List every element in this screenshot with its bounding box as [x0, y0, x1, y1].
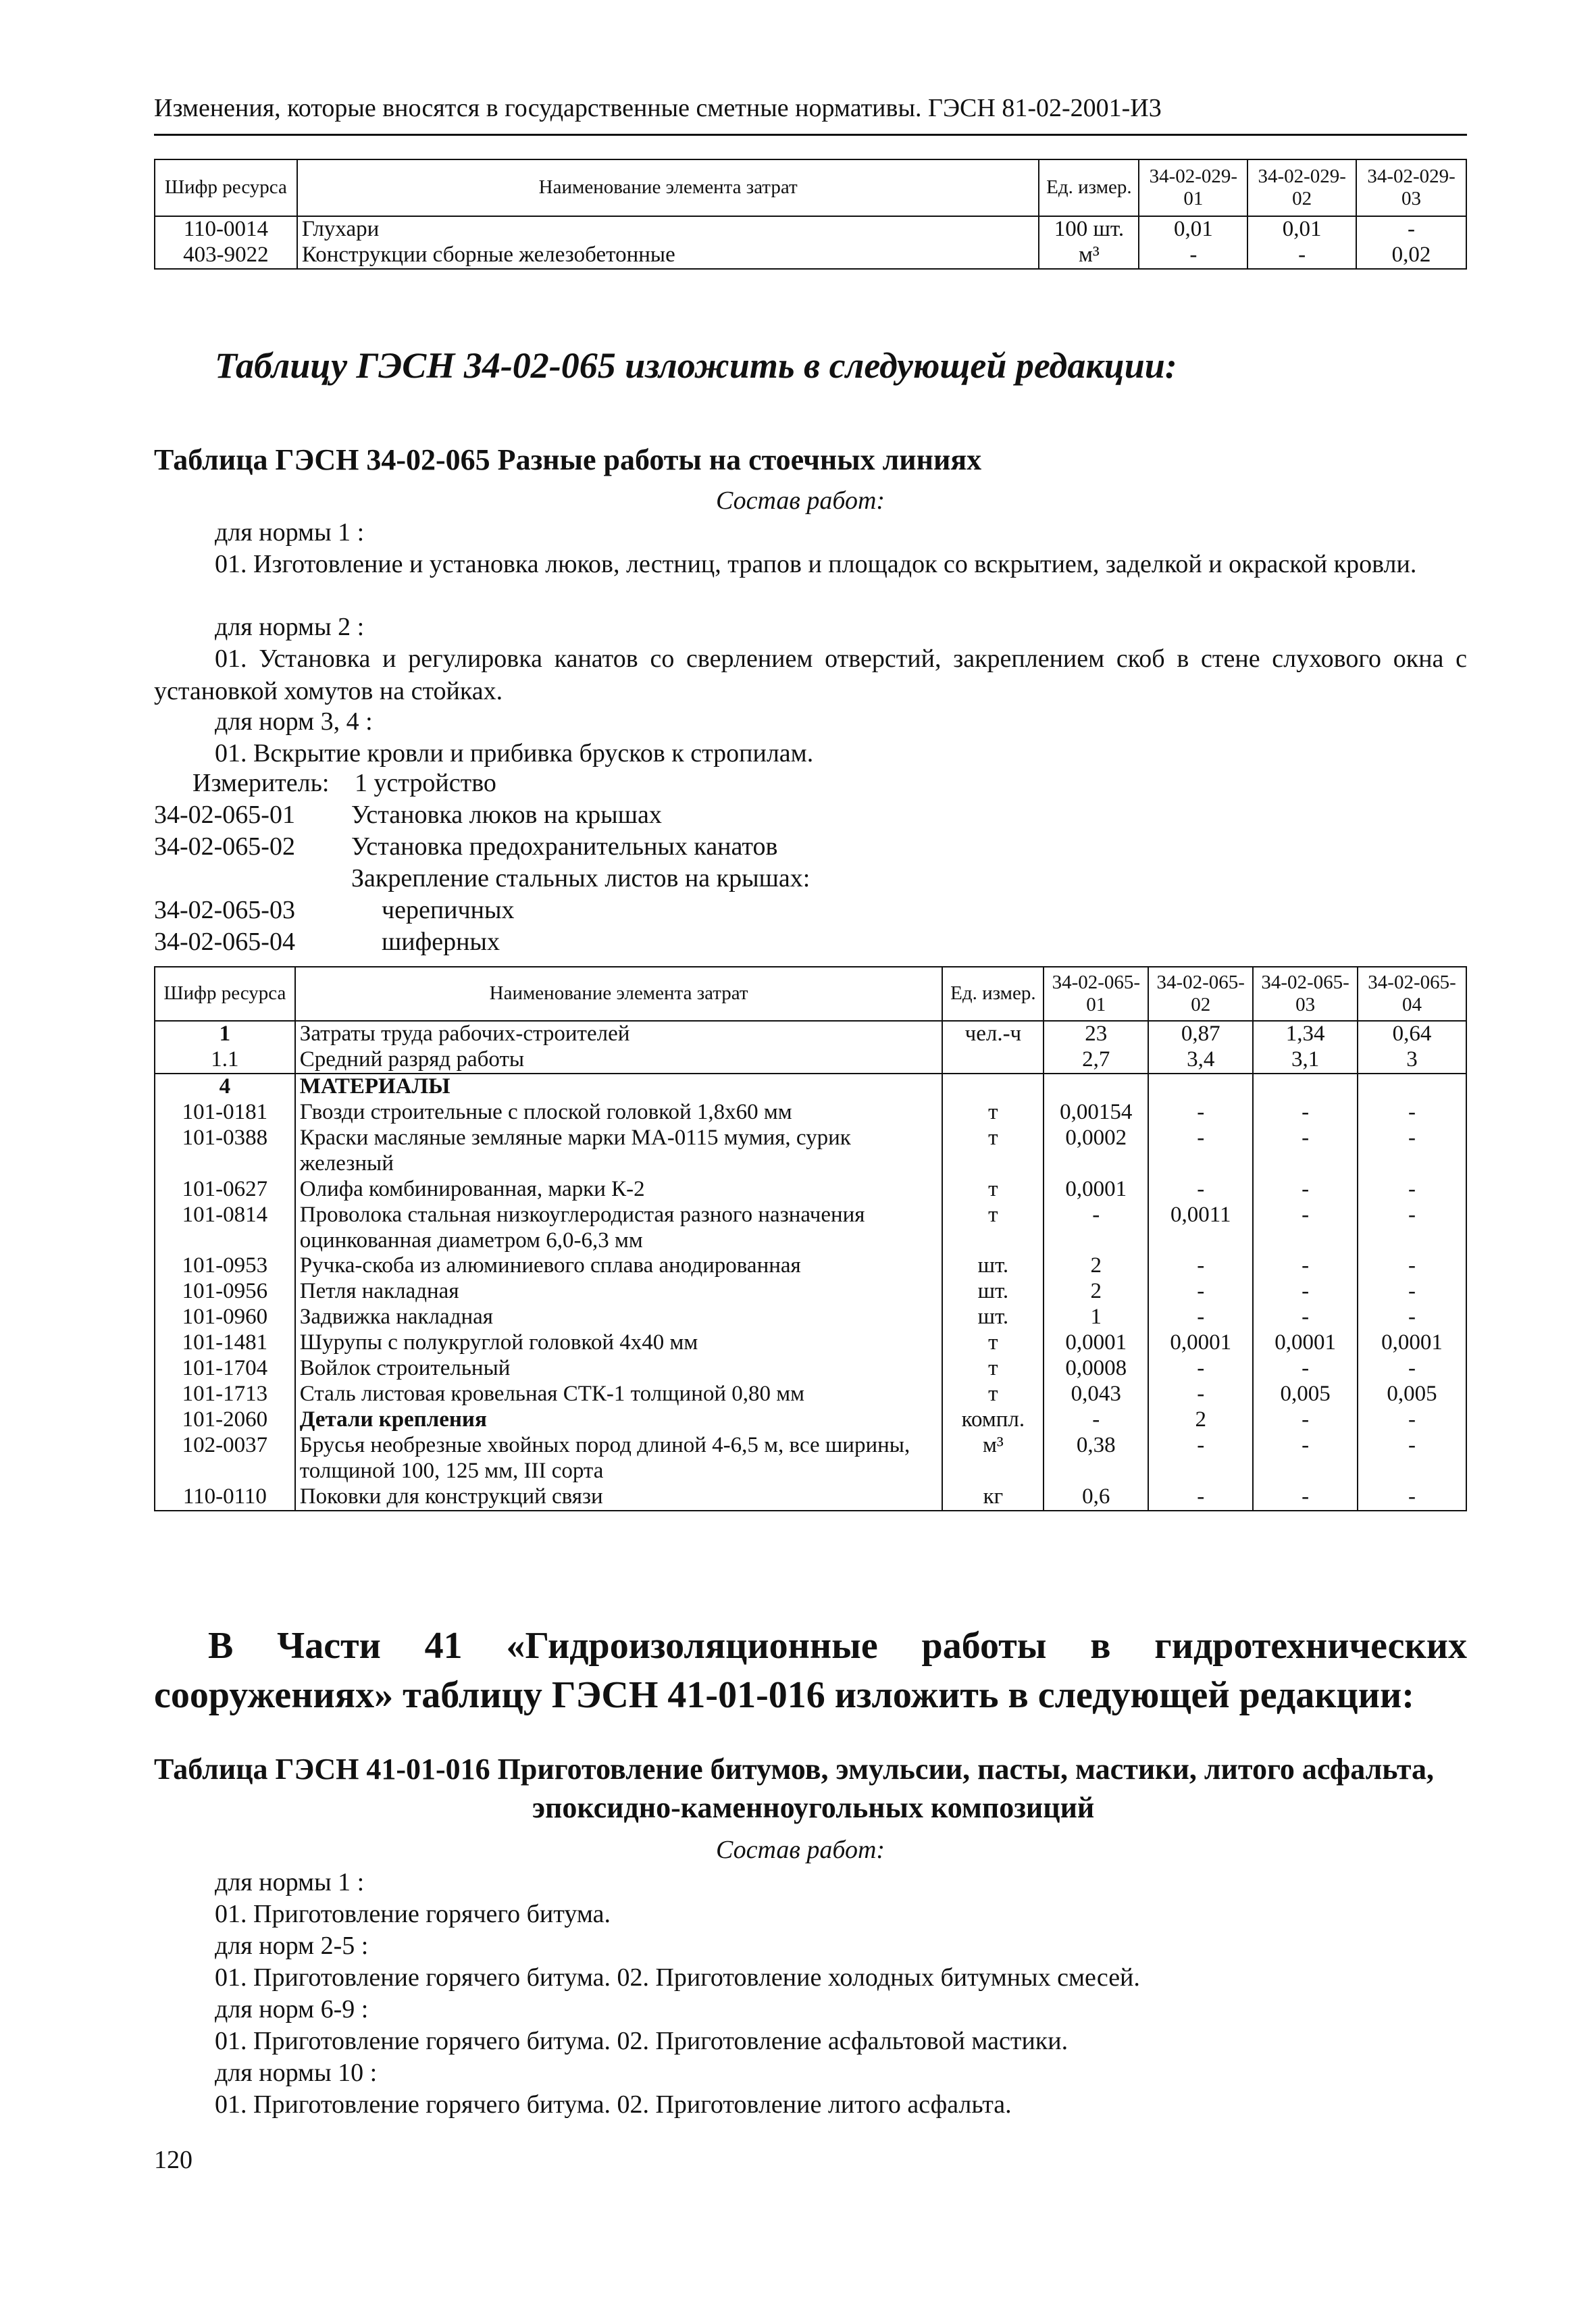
norm-value: 0,005: [1253, 1382, 1358, 1407]
norm-value: -: [1358, 1433, 1466, 1484]
norm-value: 0,00154: [1044, 1100, 1148, 1126]
cost-element: Детали крепления: [295, 1407, 943, 1433]
cost-element: Шурупы с полукруглой головкой 4х40 мм: [295, 1330, 943, 1356]
unit: шт.: [942, 1305, 1044, 1330]
table-row: [155, 1021, 1466, 1047]
norm-value: -: [1253, 1484, 1358, 1511]
measure-value: 1 устройство: [355, 769, 496, 797]
norm-value: 2: [1148, 1407, 1253, 1433]
resource-code: 101-0814: [155, 1203, 295, 1254]
resource-code: 1: [155, 1021, 295, 1047]
cost-element: Проволока стальная низкоуглеродистая разного назначения оцинкованная диаметром 6,0-6,3 мм: [295, 1203, 943, 1254]
norm-value: 3,4: [1148, 1047, 1253, 1074]
norm-code: 34-02-065-03: [154, 896, 295, 924]
norm-name: Установка люков на крышах: [351, 801, 662, 829]
norm-code: 34-02-065-04: [154, 928, 295, 956]
norm-value: -: [1253, 1126, 1358, 1177]
norm-value: [1253, 1074, 1358, 1100]
norm-value: -: [1148, 1484, 1253, 1511]
section-heading: В Части 41 «Гидроизоляционные работы в гидротехнических сооружениях» таблицу ГЭСН 41-01-016 изложить в следующей редакции:: [154, 1625, 1467, 1716]
table-row: [155, 1330, 1466, 1356]
norm-label: для норм 2-5 :: [215, 1932, 369, 1960]
norm-value: 0,0001: [1253, 1330, 1358, 1356]
resource-code: 101-0627: [155, 1177, 295, 1203]
norm-label: для нормы 2 :: [215, 613, 365, 641]
norm-value: 0,0002: [1044, 1126, 1148, 1177]
unit: м³: [942, 1433, 1044, 1484]
cost-element: Краски масляные земляные марки МА-0115 мумия, сурик железный: [295, 1126, 943, 1177]
table-34-02-065: [154, 966, 1467, 1511]
measure-label: Измеритель:: [192, 769, 330, 797]
norm-value: 0,043: [1044, 1382, 1148, 1407]
norm-value: -: [1253, 1407, 1358, 1433]
norm-value: 1,34: [1253, 1021, 1358, 1047]
norm-value: -: [1148, 1100, 1253, 1126]
table-row: [155, 1382, 1466, 1407]
unit: [942, 1074, 1044, 1100]
norm-value: [1358, 1074, 1466, 1100]
norm-code: 34-02-065-01: [154, 801, 295, 829]
resource-code: 1.1: [155, 1047, 295, 1074]
norm-value: 2: [1044, 1253, 1148, 1279]
table-title: Таблица ГЭСН 34-02-065 Разные работы на стоечных линиях: [154, 443, 982, 476]
unit: т: [942, 1382, 1044, 1407]
unit: [942, 1047, 1044, 1074]
unit: т: [942, 1177, 1044, 1203]
norm-value: [1148, 1074, 1253, 1100]
norm-value: -: [1253, 1253, 1358, 1279]
table-34-02-029: [154, 159, 1467, 270]
norm-value: -: [1358, 1126, 1466, 1177]
norm-group: Закрепление стальных листов на крышах:: [351, 864, 810, 892]
norm-value: -: [1358, 1177, 1466, 1203]
norm-name: шиферных: [382, 928, 500, 956]
col-header: 34-02-029-01: [1139, 159, 1247, 216]
norm-value: 3: [1358, 1047, 1466, 1074]
table-row: [155, 1305, 1466, 1330]
table-title: Таблица ГЭСН 41-01-016 Приготовление битумов, эмульсии, пасты, мастики, литого асфальта, эпоксидно-каменноугольных композиций: [154, 1753, 1435, 1825]
table-row: 110-0014 Глухари 100 шт. 0,01 0,01 -: [155, 216, 1466, 243]
table-row: [155, 1356, 1466, 1382]
cost-element: Войлок строительный: [295, 1356, 943, 1382]
cost-element: МАТЕРИАЛЫ: [295, 1074, 943, 1100]
cost-element: Средний разряд работы: [295, 1047, 943, 1074]
col-header: Шифр ресурса: [155, 159, 297, 216]
norm-value: [1044, 1074, 1148, 1100]
unit: кг: [942, 1484, 1044, 1511]
norm-value: -: [1358, 1407, 1466, 1433]
norm-value: 23: [1044, 1021, 1148, 1047]
col-header: Наименование элемента затрат: [295, 967, 943, 1021]
resource-code: 110-0110: [155, 1484, 295, 1511]
col-header: 34-02-029-02: [1247, 159, 1356, 216]
col-header: 34-02-065-03: [1253, 967, 1358, 1021]
table-row: [155, 1203, 1466, 1254]
norm-text: 01. Приготовление горячего битума.: [215, 1900, 611, 1928]
norm-value: 0,0008: [1044, 1356, 1148, 1382]
norm-name: черепичных: [382, 896, 515, 924]
norm-value: -: [1148, 1253, 1253, 1279]
norm-text: 01. Приготовление горячего битума. 02. Приготовление холодных битумных смесей.: [215, 1963, 1140, 1992]
cost-element: Затраты труда рабочих-строителей: [295, 1021, 943, 1047]
table-row: [155, 1253, 1466, 1279]
resource-code: 101-0181: [155, 1100, 295, 1126]
unit: шт.: [942, 1253, 1044, 1279]
norm-value: -: [1253, 1433, 1358, 1484]
table-row: [155, 1177, 1466, 1203]
norm-value: -: [1148, 1177, 1253, 1203]
col-header: Шифр ресурса: [155, 967, 295, 1021]
norm-value: 1: [1044, 1305, 1148, 1330]
table-row: [155, 1433, 1466, 1484]
norm-value: 0,0001: [1358, 1330, 1466, 1356]
resource-code: 101-0956: [155, 1279, 295, 1305]
norm-value: -: [1253, 1203, 1358, 1254]
norm-value: -: [1148, 1433, 1253, 1484]
norm-label: для нормы 1 :: [215, 518, 365, 547]
resource-code: 102-0037: [155, 1433, 295, 1484]
col-header: Ед. измер.: [1039, 159, 1139, 216]
col-header: 34-02-065-02: [1148, 967, 1253, 1021]
norm-value: -: [1148, 1279, 1253, 1305]
resource-code: 101-0960: [155, 1305, 295, 1330]
norm-value: 0,64: [1358, 1021, 1466, 1047]
table-row: [155, 1074, 1466, 1100]
norm-value: 0,0011: [1148, 1203, 1253, 1254]
norm-name: Установка предохранительных канатов: [351, 832, 778, 861]
col-header: Наименование элемента затрат: [297, 159, 1039, 216]
norm-value: -: [1358, 1203, 1466, 1254]
unit: шт.: [942, 1279, 1044, 1305]
norm-value: -: [1253, 1279, 1358, 1305]
cost-element: Гвозди строительные с плоской головкой 1,8х60 мм: [295, 1100, 943, 1126]
cost-element: Поковки для конструкций связи: [295, 1484, 943, 1511]
resource-code: 101-1481: [155, 1330, 295, 1356]
cost-element: Задвижка накладная: [295, 1305, 943, 1330]
norm-code: 34-02-065-02: [154, 832, 295, 861]
unit: чел.-ч: [942, 1021, 1044, 1047]
unit: т: [942, 1126, 1044, 1177]
norm-value: -: [1358, 1484, 1466, 1511]
norm-label: для норм 3, 4 :: [215, 707, 373, 736]
unit: т: [942, 1330, 1044, 1356]
cost-element: Брусья необрезные хвойных пород длиной 4-6,5 м, все ширины, толщиной 100, 125 мм, III сорта: [295, 1433, 943, 1484]
norm-value: -: [1358, 1305, 1466, 1330]
norm-value: 3,1: [1253, 1047, 1358, 1074]
table-row: [155, 1279, 1466, 1305]
norm-value: -: [1253, 1100, 1358, 1126]
norm-text: 01. Вскрытие кровли и прибивка брусков к стропилам.: [215, 739, 814, 768]
table-row: 403-9022 Конструкции сборные железобетонные м³ - - 0,02: [155, 243, 1466, 269]
unit: т: [942, 1203, 1044, 1254]
norm-value: -: [1148, 1382, 1253, 1407]
norm-value: 2: [1044, 1279, 1148, 1305]
col-header: 34-02-029-03: [1356, 159, 1466, 216]
norm-value: 0,005: [1358, 1382, 1466, 1407]
norm-text: 01. Установка и регулировка канатов со сверлением отверстий, закреплением скоб в стене слухового окна с установкой хомутов на стойках.: [154, 645, 1467, 705]
norm-value: 0,87: [1148, 1021, 1253, 1047]
cost-element: Ручка-скоба из алюминиевого сплава анодированная: [295, 1253, 943, 1279]
norm-value: -: [1358, 1279, 1466, 1305]
norm-value: 0,0001: [1148, 1330, 1253, 1356]
norm-value: -: [1253, 1356, 1358, 1382]
table-row: [155, 1100, 1466, 1126]
norm-text: 01. Изготовление и установка люков, лестниц, трапов и площадок со вскрытием, заделкой и окраской кровли.: [215, 550, 1417, 578]
page-number: 120: [154, 2146, 192, 2174]
norm-value: -: [1148, 1305, 1253, 1330]
resource-code: 101-0388: [155, 1126, 295, 1177]
norm-label: для норм 6-9 :: [215, 1995, 369, 2023]
norm-value: 0,6: [1044, 1484, 1148, 1511]
norm-text: 01. Приготовление горячего битума. 02. Приготовление асфальтовой мастики.: [215, 2027, 1069, 2055]
norm-value: -: [1358, 1356, 1466, 1382]
resource-code: 101-1713: [155, 1382, 295, 1407]
composition-label: Состав работ:: [716, 1836, 885, 1864]
norm-value: -: [1253, 1305, 1358, 1330]
resource-code: 101-2060: [155, 1407, 295, 1433]
norm-value: -: [1148, 1356, 1253, 1382]
running-header: Изменения, которые вносятся в государственные сметные нормативы. ГЭСН 81-02-2001-И3: [154, 94, 1162, 122]
norm-value: -: [1044, 1407, 1148, 1433]
composition-label: Состав работ:: [716, 486, 885, 515]
norm-value: 0,0001: [1044, 1330, 1148, 1356]
resource-code: 101-0953: [155, 1253, 295, 1279]
norm-label: для нормы 10 :: [215, 2059, 378, 2087]
norm-value: -: [1358, 1100, 1466, 1126]
norm-value: 0,38: [1044, 1433, 1148, 1484]
unit: компл.: [942, 1407, 1044, 1433]
table-row: [155, 1047, 1466, 1074]
norm-value: -: [1148, 1126, 1253, 1177]
norm-value: 0,0001: [1044, 1177, 1148, 1203]
table-row: [155, 1484, 1466, 1511]
norm-text: 01. Приготовление горячего битума. 02. Приготовление литого асфальта.: [215, 2090, 1012, 2119]
unit: т: [942, 1356, 1044, 1382]
col-header: 34-02-065-04: [1358, 967, 1466, 1021]
norm-label: для нормы 1 :: [215, 1868, 365, 1896]
norm-value: 2,7: [1044, 1047, 1148, 1074]
section-heading: Таблицу ГЭСН 34-02-065 изложить в следующей редакции:: [215, 345, 1177, 386]
header-rule: [154, 134, 1467, 136]
resource-code: 101-1704: [155, 1356, 295, 1382]
norm-value: -: [1253, 1177, 1358, 1203]
table-row: [155, 1407, 1466, 1433]
cost-element: Петля накладная: [295, 1279, 943, 1305]
unit: т: [942, 1100, 1044, 1126]
norm-value: -: [1044, 1203, 1148, 1254]
cost-element: Сталь листовая кровельная СТК-1 толщиной 0,80 мм: [295, 1382, 943, 1407]
cost-element: Олифа комбинированная, марки К-2: [295, 1177, 943, 1203]
table-row: [155, 1126, 1466, 1177]
norm-value: -: [1358, 1253, 1466, 1279]
resource-code: 4: [155, 1074, 295, 1100]
col-header: 34-02-065-01: [1044, 967, 1148, 1021]
col-header: Ед. измер.: [942, 967, 1044, 1021]
